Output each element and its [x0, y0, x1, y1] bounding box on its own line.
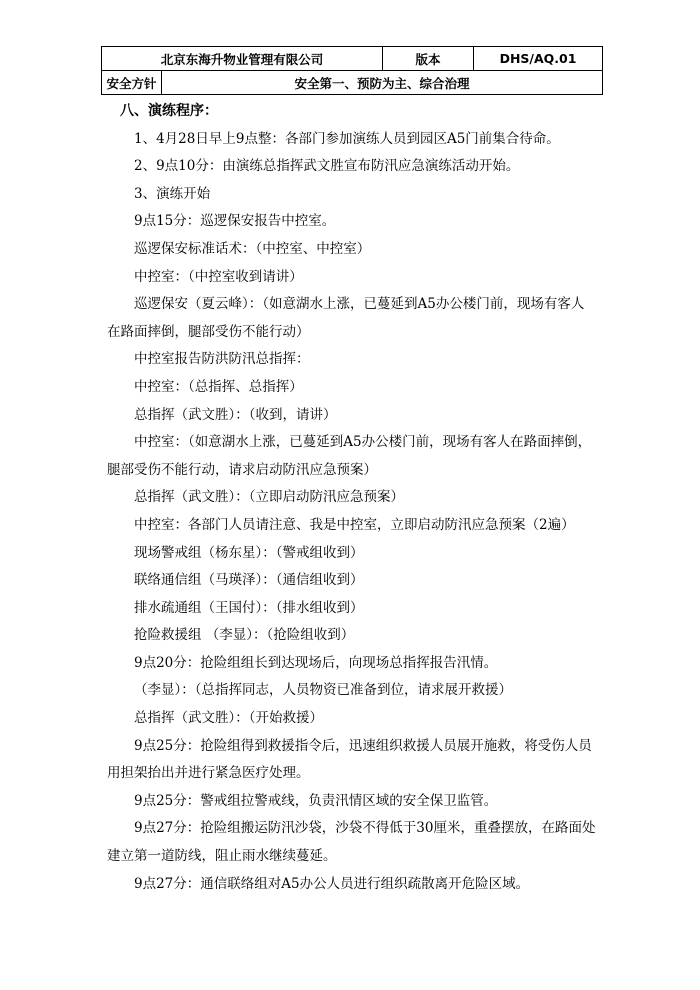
- body-line: （李显）：（总指挥同志，人员物资已准备到位，请求展开救援）: [134, 682, 512, 699]
- company-name: 北京东海升物业管理有限公司: [102, 47, 383, 71]
- policy-label: 安全方针: [102, 71, 162, 95]
- body-line: 中控室报告防洪防汛总指挥：: [134, 351, 310, 368]
- step-2: 2、9点10分：由演练总指挥武文胜宣布防汛应急演练活动开始。: [134, 158, 520, 175]
- body-line: 巡逻保安标准话术：（中控室、中控室）: [134, 240, 371, 257]
- document-body: [107, 98, 597, 898]
- body-line: 9点25分：抢险组得到救援指令后，迅速组织救援人员展开施救，将受伤人员用担架抬出并进行紧急医疗处理。: [107, 737, 592, 782]
- header-table: [101, 46, 603, 95]
- step-3: 3、演练开始: [134, 185, 211, 202]
- body-line: 总指挥（武文胜）：（收到，请讲）: [134, 406, 337, 423]
- body-line: 9点27分：通信联络组对A5办公人员进行组织疏散离开危险区域。: [134, 875, 530, 892]
- body-line: 排水疏通组（王国付）：（排水组收到）: [134, 599, 364, 616]
- body-line: 中控室：各部门人员请注意、我是中控室，立即启动防汛应急预案（2遍）: [134, 516, 575, 533]
- version-label: 版本: [383, 47, 474, 71]
- body-line: 抢险救援组 （李显）：（抢险组收到）: [134, 627, 355, 644]
- body-line: 9点25分：警戒组拉警戒线，负责汛情区域的安全保卫监管。: [134, 792, 498, 809]
- body-line: 中控室：（总指挥、总指挥）: [134, 378, 303, 395]
- body-line: 9点27分：抢险组搬运防汛沙袋，沙袋不得低于30厘米，重叠摆放，在路面处建立第一道防线，阻止雨水继续蔓延。: [107, 820, 596, 865]
- body-line: 9点15分：巡逻保安报告中控室。: [134, 213, 336, 230]
- header-row-1: [102, 47, 603, 71]
- body-line: 巡逻保安（夏云峰）：（如意湖水上涨，已蔓延到A5办公楼门前，现场有客人在路面摔倒，腿部受伤不能行动）: [107, 296, 585, 340]
- body-line: 中控室：（中控室收到请讲）: [134, 268, 303, 285]
- step-1: 1、4月28日早上9点整：各部门参加演练人员到园区A5门前集合待命。: [134, 130, 560, 147]
- section-title: 八、演练程序：: [120, 103, 218, 119]
- body-line: 联络通信组（马瑛泽）：（通信组收到）: [134, 572, 364, 589]
- body-line: 现场警戒组（杨东星）：（警戒组收到）: [134, 544, 364, 561]
- header-row-2: [102, 71, 603, 95]
- body-line: 总指挥（武文胜）：（立即启动防汛应急预案）: [134, 489, 404, 506]
- body-line: 9点20分：抢险组组长到达现场后，向现场总指挥报告汛情。: [134, 654, 498, 671]
- body-line: 总指挥（武文胜）：（开始救援）: [134, 710, 323, 727]
- body-line: 中控室：（如意湖水上涨，已蔓延到A5办公楼门前，现场有客人在路面摔倒，腿部受伤不能行动，请求启动防汛应急预案）: [107, 434, 592, 478]
- doc-code: DHS/AQ.01: [474, 47, 603, 71]
- policy-text: 安全第一、预防为主、综合治理: [162, 71, 603, 95]
